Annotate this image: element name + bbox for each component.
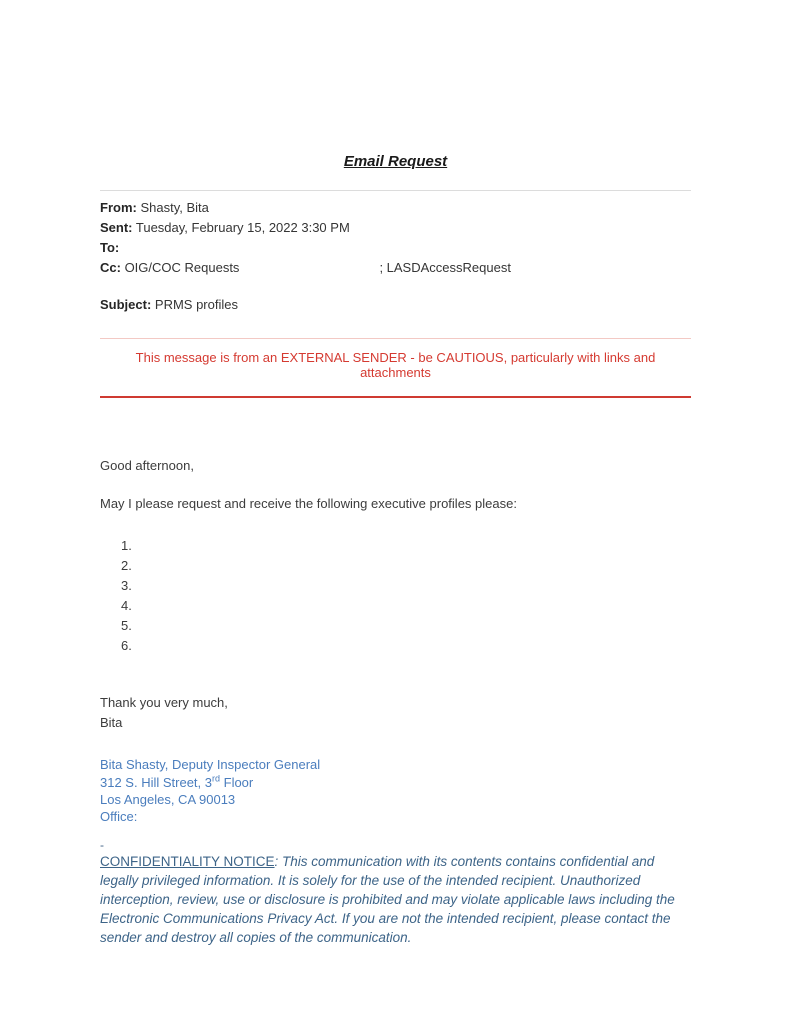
signature-address-line2: Los Angeles, CA 90013 [100,792,236,807]
subject-value: PRMS profiles [151,297,238,312]
profile-list [100,536,691,656]
subject-label: Subject: [100,297,152,312]
list-item: 6. [121,638,132,653]
signature-name-title: Bita Shasty, Deputy Inspector General [100,757,321,772]
subject-row [100,295,691,315]
closing-text: Thank you very much, [100,695,228,710]
confidentiality-notice [100,852,691,947]
from-row [100,198,691,218]
list-item: 1. [121,538,132,553]
cc-label: Cc: [100,260,121,275]
sent-row [100,218,691,238]
to-row [100,238,691,258]
from-value: Shasty, Bita [136,200,209,215]
sent-value: Tuesday, February 15, 2022 3:30 PM [132,220,350,235]
signoff-name: Bita [100,715,123,730]
separator-dash: - [100,838,104,852]
request-text: May I please request and receive the following executive profiles please: [100,496,517,511]
signature-address-line1 [100,774,691,791]
greeting-text: Good afternoon, [100,458,194,473]
cc-row [100,258,691,278]
page-title: Email Request [343,153,448,170]
email-body [100,458,691,733]
confidentiality-label: CONFIDENTIALITY NOTICE [100,854,275,869]
signature-block [100,755,691,825]
cc-value-2: ; LASDAccessRequest [379,260,511,275]
from-label: From: [100,200,137,215]
signature-office-label: Office: [100,809,138,824]
email-document-page [100,0,691,1024]
address1-ordinal: rd [212,773,221,784]
confidentiality-text: This communication with its contents contains confidential and legally privileged information. It is solely for the use of the intended recipient. Unauthorized interception, review, use or disclosure is prohibited and may violate applicable laws including the Electronic Communications Privacy Act. If you are not the intended recipient, please contact the sender and destroy all copies of the communication. [100,854,675,945]
list-item: 2. [121,558,132,573]
list-item: 3. [121,578,132,593]
confidentiality-colon: : [274,854,283,869]
email-header [100,198,691,315]
list-item: 5. [121,618,132,633]
external-sender-warning-text: This message is from an EXTERNAL SENDER - be CAUTIOUS, particularly with links and attachments [135,350,656,380]
list-item: 4. [121,598,132,613]
sent-label: Sent: [100,220,133,235]
to-label: To: [100,240,120,255]
cc-value: OIG/COC Requests [120,260,240,275]
address1-suffix: Floor [220,775,254,790]
address1-prefix: 312 S. Hill Street, 3 [100,775,212,790]
external-sender-warning [100,338,691,398]
header-divider [100,190,691,191]
